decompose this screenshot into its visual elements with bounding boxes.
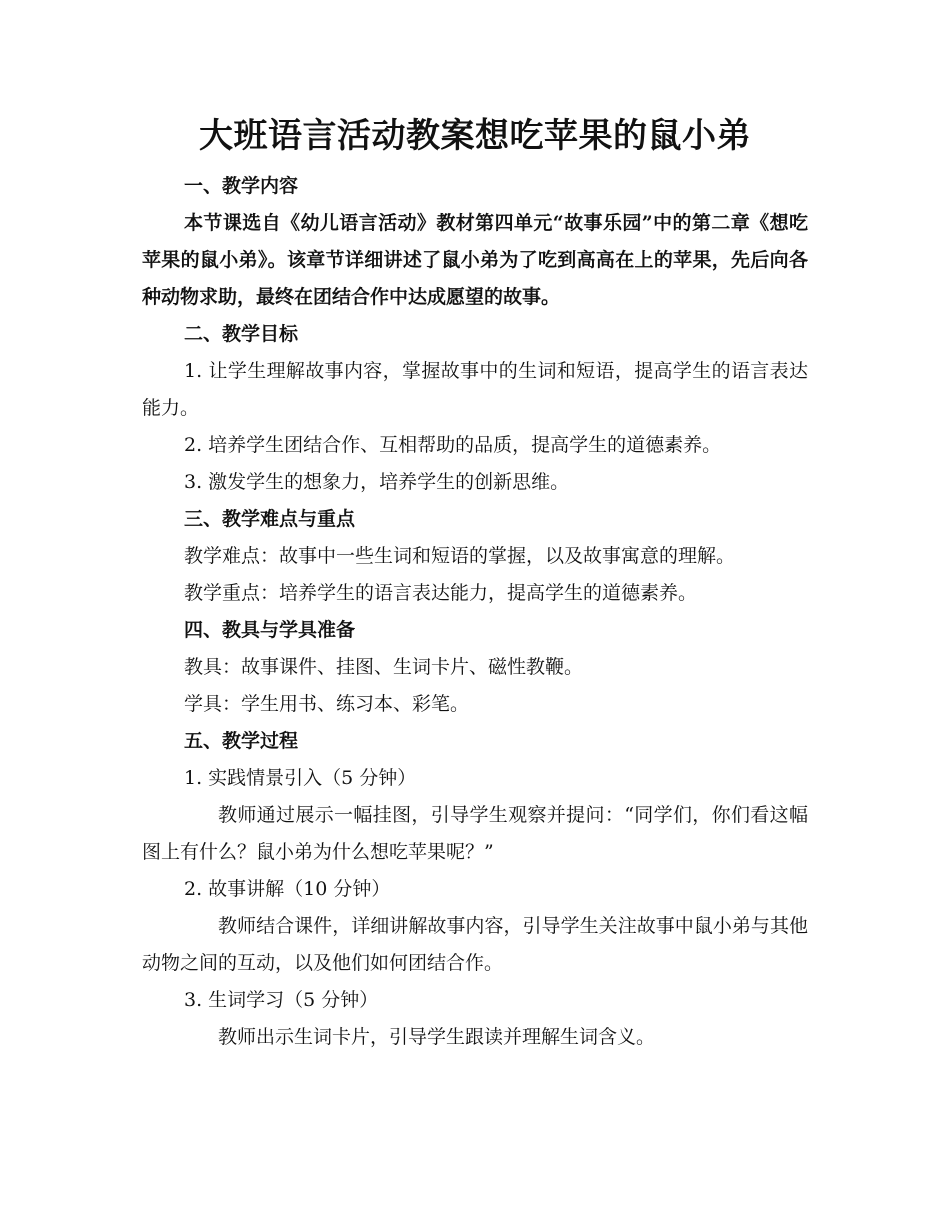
process-step-title-2: 2. 故事讲解（10 分钟） — [184, 878, 391, 900]
teaching-focus: 教学重点：培养学生的语言表达能力，提高学生的道德素养。 — [184, 582, 698, 604]
process-step-body-2: 教师结合课件，详细讲解故事内容，引导学生关注故事中鼠小弟与其他动物之间的互动，以及他们如何团结合作。 — [142, 915, 808, 974]
section-heading-objectives: 二、教学目标 — [184, 323, 299, 345]
student-tools: 学具：学生用书、练习本、彩笔。 — [184, 693, 470, 715]
section-content-body: 本节课选自《幼儿语言活动》教材第四单元“故事乐园”中的第二章《想吃苹果的鼠小弟》。该章节详细讲述了鼠小弟为了吃到高高在上的苹果，先后向各种动物求助，最终在团结合作中达成愿望的故事。 — [142, 212, 808, 308]
section-heading-content: 一、教学内容 — [184, 175, 299, 197]
section-heading-process: 五、教学过程 — [184, 730, 299, 752]
section-heading-key-points: 三、教学难点与重点 — [184, 508, 356, 530]
page-title: 大班语言活动教案想吃苹果的鼠小弟 — [199, 116, 751, 156]
teacher-tools: 教具：故事课件、挂图、生词卡片、磁性教鞭。 — [184, 656, 584, 678]
process-step-title-3: 3. 生词学习（5 分钟） — [184, 989, 379, 1011]
objective-item-3: 3. 激发学生的想象力，培养学生的创新思维。 — [184, 471, 570, 493]
process-step-body-3: 教师出示生词卡片，引导学生跟读并理解生词含义。 — [218, 1026, 656, 1048]
document-page — [142, 108, 808, 1056]
objective-item-2: 2. 培养学生团结合作、互相帮助的品质，提高学生的道德素养。 — [184, 434, 722, 456]
process-step-title-1: 1. 实践情景引入（5 分钟） — [184, 767, 417, 789]
process-step-body-1: 教师通过展示一幅挂图，引导学生观察并提问：“同学们，你们看这幅图上有什么？鼠小弟为什么想吃苹果呢？” — [142, 804, 808, 863]
objective-item-1: 1. 让学生理解故事内容，掌握故事中的生词和短语，提高学生的语言表达能力。 — [142, 360, 808, 419]
section-heading-materials: 四、教具与学具准备 — [184, 619, 356, 641]
teaching-difficulty: 教学难点：故事中一些生词和短语的掌握，以及故事寓意的理解。 — [184, 545, 736, 567]
